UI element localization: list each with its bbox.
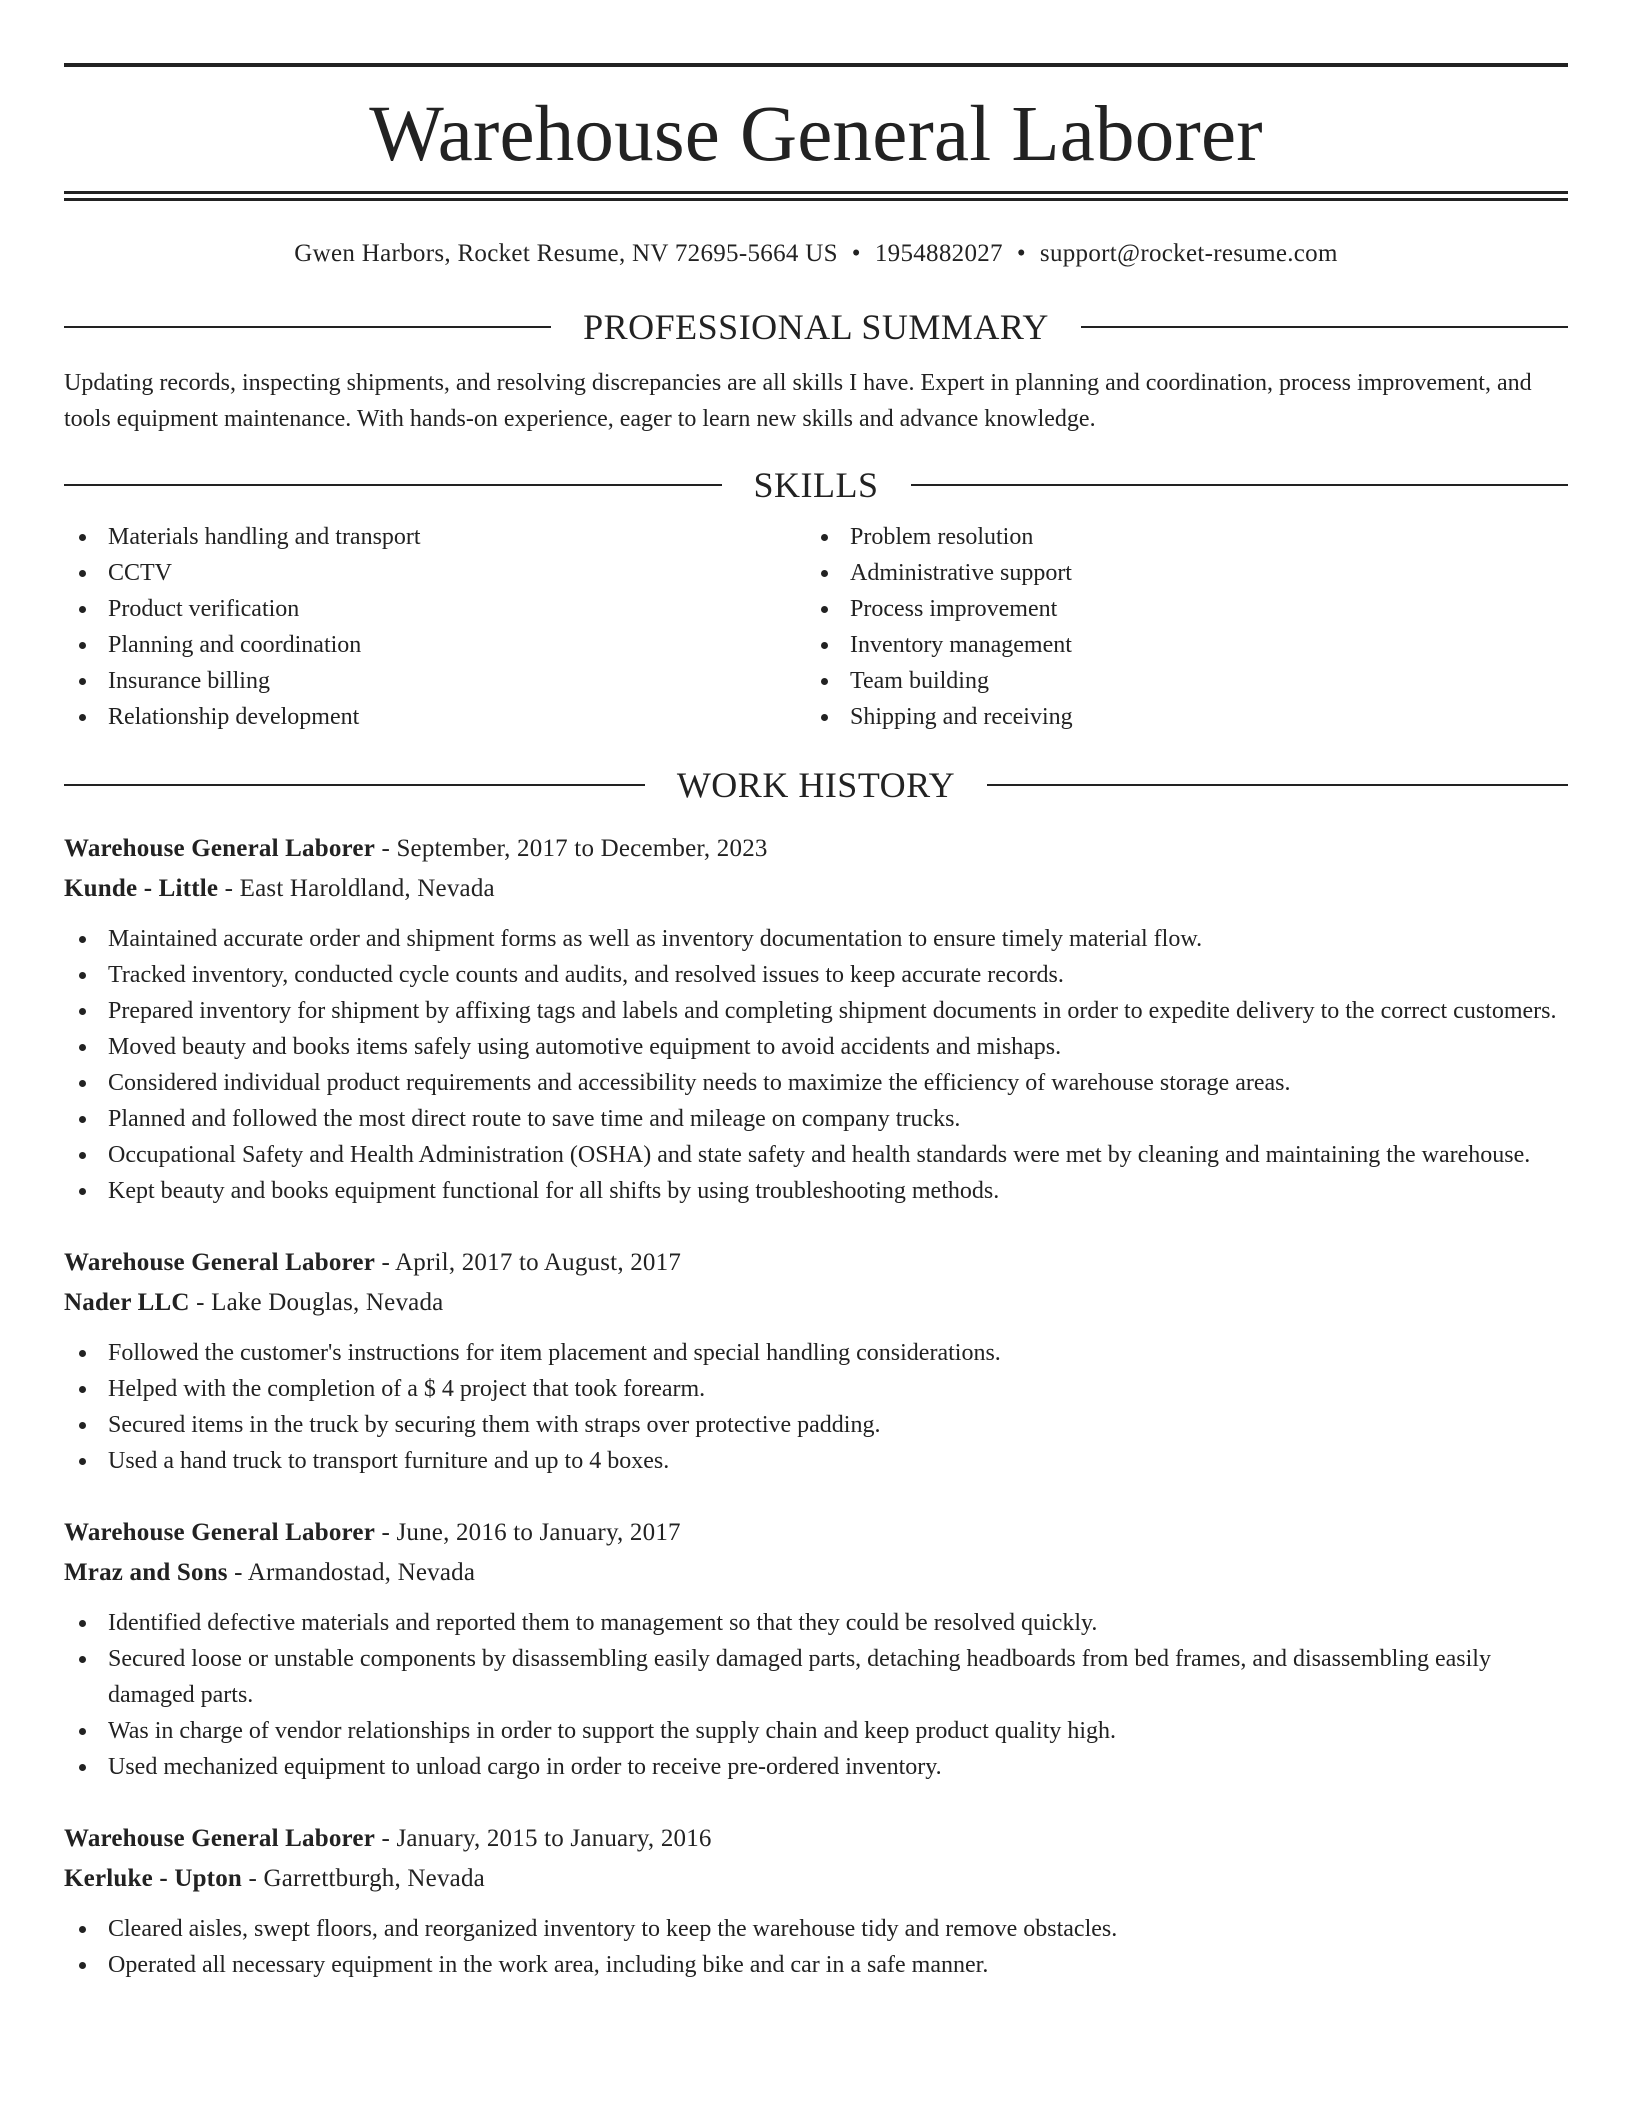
job-dash: -: [375, 1825, 397, 1852]
summary-text: Updating records, inspecting shipments, and resolving discrepancies are all skills I have. Expert in planning and coordination, process improvement, and tools equipment maintenance. With hands-on experience, eager to learn new skills and advance knowledge.: [64, 370, 1532, 432]
job-duties: [64, 1911, 1568, 1983]
skill-item: Relationship development: [64, 699, 806, 735]
job-company: Nader LLC: [64, 1289, 190, 1316]
contact-phone: 1954882027: [874, 240, 1003, 267]
job-entry: [64, 829, 1568, 1209]
skill-item: Problem resolution: [806, 519, 1548, 555]
contact-line: [64, 237, 1568, 271]
duty-item: Kept beauty and books equipment functional for all shifts by using troubleshooting methods.: [64, 1173, 1568, 1209]
job-dash: -: [218, 875, 240, 902]
job-location: Lake Douglas, Nevada: [211, 1289, 444, 1316]
job-title-line: [64, 1243, 1568, 1283]
skill-item: Process improvement: [806, 591, 1548, 627]
skill-item: Planning and coordination: [64, 627, 806, 663]
contact-separator: •: [1016, 240, 1026, 267]
heading-rule: [987, 784, 1568, 786]
heading-rule: [1081, 326, 1568, 328]
job-duties: [64, 1605, 1568, 1785]
job-company-line: [64, 869, 1568, 909]
skill-item: CCTV: [64, 555, 806, 591]
job-company: Kunde - Little: [64, 875, 219, 902]
job-dash: -: [375, 835, 397, 862]
skill-item: Administrative support: [806, 555, 1548, 591]
resume-page: [64, 0, 1568, 1983]
duty-item: Used a hand truck to transport furniture and up to 4 boxes.: [64, 1443, 1568, 1479]
job-title: Warehouse General Laborer: [64, 1249, 375, 1276]
job-dash: -: [375, 1249, 396, 1276]
job-duties: [64, 1335, 1568, 1479]
job-entry: [64, 1819, 1568, 1983]
job-company: Mraz and Sons: [64, 1559, 228, 1586]
job-dash: -: [242, 1865, 264, 1892]
resume-title: Warehouse General Laborer: [369, 91, 1263, 178]
duty-item: Operated all necessary equipment in the work area, including bike and car in a safe manner.: [64, 1947, 1568, 1983]
job-location: East Haroldland, Nevada: [239, 875, 495, 902]
skills-columns: [64, 519, 1568, 735]
duty-item: Cleared aisles, swept floors, and reorganized inventory to keep the warehouse tidy and remove obstacles.: [64, 1911, 1568, 1947]
duty-item: Used mechanized equipment to unload cargo in order to receive pre-ordered inventory.: [64, 1749, 1568, 1785]
skill-item: Insurance billing: [64, 663, 806, 699]
skill-item: Team building: [806, 663, 1548, 699]
job-dash: -: [227, 1559, 248, 1586]
job-title-line: [64, 829, 1568, 869]
summary-heading-label: PROFESSIONAL SUMMARY: [583, 307, 1049, 347]
duty-item: Was in charge of vendor relationships in order to support the supply chain and keep product quality high.: [64, 1713, 1568, 1749]
job-company-line: [64, 1553, 1568, 1593]
title-double-rule: [64, 191, 1568, 201]
heading-rule: [64, 484, 722, 486]
job-dates: June, 2016 to January, 2017: [396, 1519, 681, 1546]
skill-item: Inventory management: [806, 627, 1548, 663]
skill-item: Product verification: [64, 591, 806, 627]
job-dates: September, 2017 to December, 2023: [396, 835, 768, 862]
duty-item: Considered individual product requirements and accessibility needs to maximize the efficiency of warehouse storage areas.: [64, 1065, 1568, 1101]
duty-item: Tracked inventory, conducted cycle counts and audits, and resolved issues to keep accurate records.: [64, 957, 1568, 993]
job-title: Warehouse General Laborer: [64, 1519, 375, 1546]
job-title-line: [64, 1513, 1568, 1553]
duty-item: Secured loose or unstable components by disassembling easily damaged parts, detaching headboards from bed frames, and disassembling easily damaged parts.: [64, 1641, 1568, 1713]
job-title: Warehouse General Laborer: [64, 1825, 375, 1852]
job-entry: [64, 1243, 1568, 1479]
contact-email: support@rocket-resume.com: [1039, 240, 1338, 267]
skills-heading-label: SKILLS: [753, 465, 879, 505]
duty-item: Identified defective materials and reported them to management so that they could be resolved quickly.: [64, 1605, 1568, 1641]
skills-heading: [64, 463, 1568, 507]
job-duties: [64, 921, 1568, 1209]
summary-heading: [64, 305, 1568, 349]
skills-list-left: [64, 519, 806, 735]
job-entry: [64, 1513, 1568, 1785]
duty-item: Helped with the completion of a $ 4 project that took forearm.: [64, 1371, 1568, 1407]
skill-item: Shipping and receiving: [806, 699, 1548, 735]
duty-item: Moved beauty and books items safely using automotive equipment to avoid accidents and mishaps.: [64, 1029, 1568, 1065]
duty-item: Maintained accurate order and shipment forms as well as inventory documentation to ensure timely material flow.: [64, 921, 1568, 957]
job-dates: April, 2017 to August, 2017: [395, 1249, 682, 1276]
skill-item: Materials handling and transport: [64, 519, 806, 555]
job-title: Warehouse General Laborer: [64, 835, 375, 862]
job-dash: -: [189, 1289, 212, 1316]
heading-rule: [64, 784, 645, 786]
duty-item: Prepared inventory for shipment by affixing tags and labels and completing shipment documents in order to expedite delivery to the correct customers.: [64, 993, 1568, 1029]
job-company-line: [64, 1859, 1568, 1899]
work-heading: [64, 763, 1568, 807]
top-rule: [64, 63, 1568, 67]
job-title-line: [64, 1819, 1568, 1859]
job-company-line: [64, 1283, 1568, 1323]
work-heading-label: WORK HISTORY: [676, 765, 956, 805]
job-dash: -: [375, 1519, 397, 1546]
heading-rule: [64, 326, 551, 328]
job-location: Garrettburgh, Nevada: [263, 1865, 485, 1892]
contact-separator: •: [851, 240, 861, 267]
skills-list-right: [806, 519, 1548, 735]
job-company: Kerluke - Upton: [64, 1865, 242, 1892]
contact-address: Gwen Harbors, Rocket Resume, NV 72695-5664 US: [294, 240, 838, 267]
duty-item: Followed the customer's instructions for item placement and special handling considerations.: [64, 1335, 1568, 1371]
duty-item: Planned and followed the most direct route to save time and mileage on company trucks.: [64, 1101, 1568, 1137]
duty-item: Secured items in the truck by securing them with straps over protective padding.: [64, 1407, 1568, 1443]
duty-item: Occupational Safety and Health Administration (OSHA) and state safety and health standards were met by cleaning and maintaining the warehouse.: [64, 1137, 1568, 1173]
heading-rule: [911, 484, 1569, 486]
job-location: Armandostad, Nevada: [247, 1559, 476, 1586]
job-dates: January, 2015 to January, 2016: [396, 1825, 712, 1852]
